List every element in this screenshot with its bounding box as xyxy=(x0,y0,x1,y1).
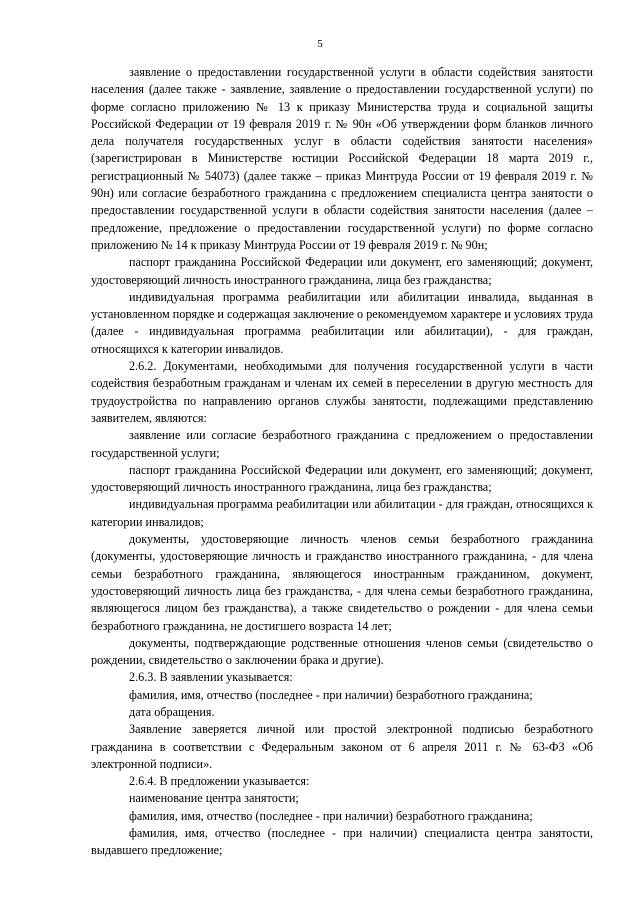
paragraph-section-2-6-2: 2.6.2. Документами, необходимыми для получения государственной услуги в части содействия безработным гражданам и членам их семей в переселении в другую местность для трудоустройства по направлению органов службы занятости, подлежащими представлению заявителем, являются: xyxy=(91,359,593,425)
paragraph-passport: паспорт гражданина Российской Федерации или документ, его заменяющий; документ, удостоверяющий личность иностранного гражданина, лица без гражданства; xyxy=(91,255,593,287)
document-body xyxy=(91,64,593,860)
paragraph-family-ids: документы, удостоверяющие личность членов семьи безработного гражданина (документы, удостоверяющие личность и гражданство иностранного гражданина, - для члена семьи безработного гражданина, являющегося иностранным гражданином, документ, удостоверяющий личность лица без гражданства, - для члена семьи безработного гражданина, являющегося лицом без гражданства), а также свидетельство о рождении - для члена семьи безработного гражданина, не достигшего возраста 14 лет; xyxy=(91,532,593,633)
paragraph-rehab-program-2: индивидуальная программа реабилитации или абилитации - для граждан, относящихся к категории инвалидов; xyxy=(91,497,593,529)
paragraph-rehab-program: индивидуальная программа реабилитации или абилитации инвалида, выданная в установленном порядке и содержащая заключение о рекомендуемом характере и условиях труда (далее - индивидуальная программа реабилитации или абилитации), - для граждан, относящихся к категории инвалидов. xyxy=(91,289,593,356)
paragraph-application-consent: заявление или согласие безработного гражданина с предложением о предоставлении государственной услуги; xyxy=(91,428,593,460)
paragraph-center-name: наименование центра занятости; xyxy=(129,791,299,806)
paragraph-section-2-6-3: 2.6.3. В заявлении указывается: xyxy=(129,670,293,685)
paragraph-signature: Заявление заверяется личной или простой электронной подписью безработного гражданина в соответствии с Федеральным законом от 6 апреля 2011 г. № 63-ФЗ «Об электронной подписи». xyxy=(91,722,593,771)
paragraph-family-relations: документы, подтверждающие родственные отношения членов семьи (свидетельство о рождении, свидетельство о заключении брака и другие). xyxy=(91,635,593,668)
paragraph-date: дата обращения. xyxy=(129,704,215,719)
page-number: 5 xyxy=(317,38,323,50)
paragraph-application-form: заявление о предоставлении государственной услуги в области содействия занятости населения (далее также - заявление, заявление о предоставлении государственной услуги) по форме согласно приложению № 13 к приказу Министерства труда и социальной защиты Российской Федерации от 19 февраля 2019 г. № 90н «Об утверждении форм бланков личного дела получателя государственных услуг в области содействия занятости населения» (зарегистрирован в Министерстве юстиции Российской Федерации 18 марта 2019 г., регистрационный № 54073) (далее также – приказ Минтруда России от 19 февраля 2019 г. № 90н) или согласие безработного гражданина с предложением специалиста центра занятости о предоставлении государственной услуги в области содействия занятости населения (далее – предложение, предложение о предоставлении государственной услуги) по форме согласно приложению № 14 к приказу Минтруда России от 19 февраля 2019 г. № 90н; xyxy=(91,65,593,252)
paragraph-passport-2: паспорт гражданина Российской Федерации или документ, его заменяющий; документ, удостоверяющий личность иностранного гражданина, лица без гражданства; xyxy=(91,462,593,495)
paragraph-section-2-6-4: 2.6.4. В предложении указывается: xyxy=(129,774,310,789)
paragraph-full-name: фамилия, имя, отчество (последнее - при наличии) безработного гражданина; xyxy=(129,687,533,702)
paragraph-specialist-name: фамилия, имя, отчество (последнее - при наличии) специалиста центра занятости, выдавшего предложение; xyxy=(91,826,593,858)
paragraph-full-name-2: фамилия, имя, отчество (последнее - при наличии) безработного гражданина; xyxy=(129,808,533,823)
